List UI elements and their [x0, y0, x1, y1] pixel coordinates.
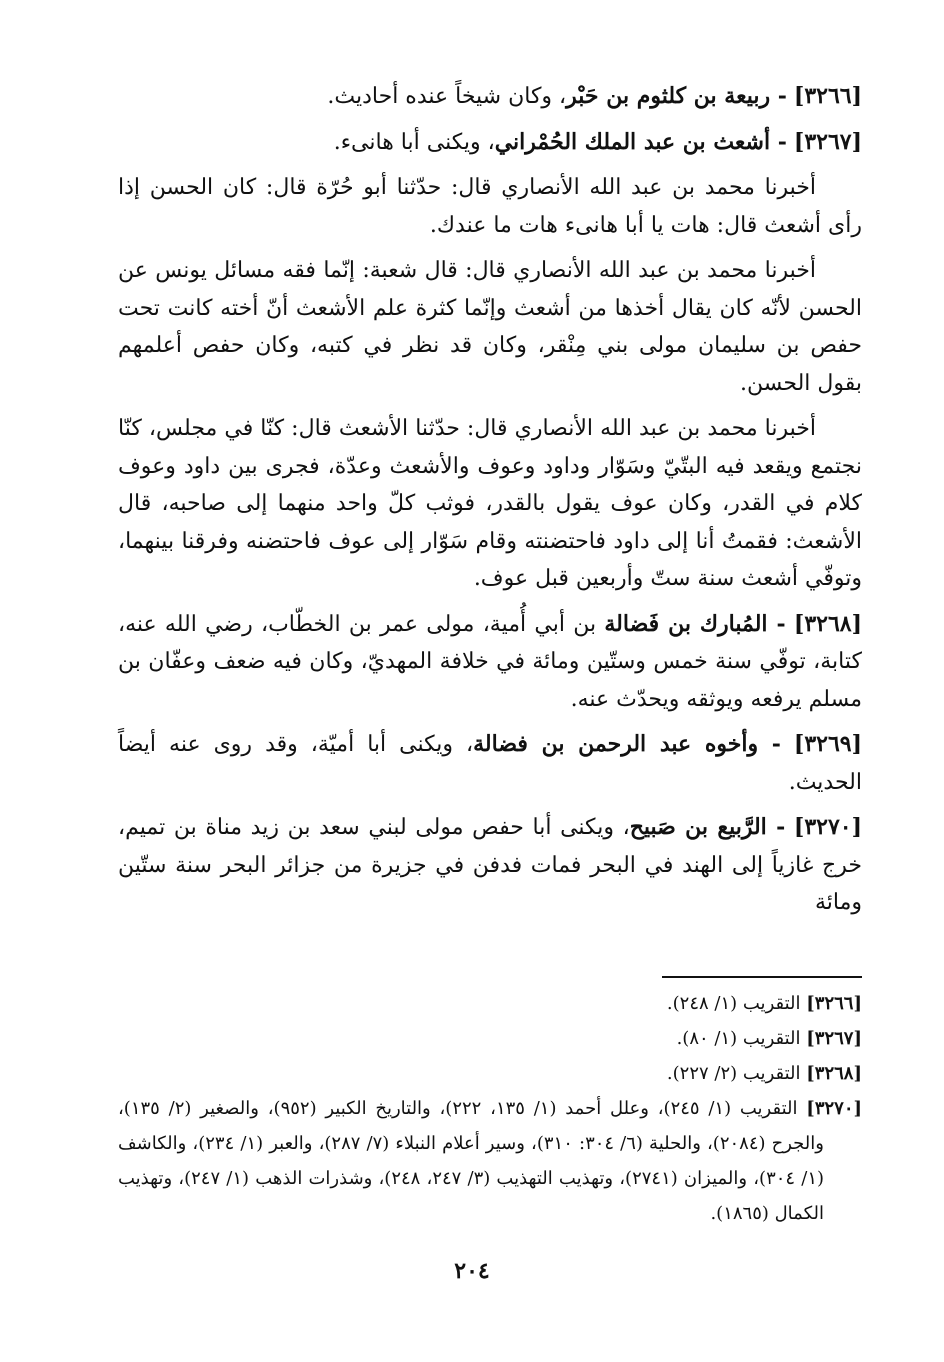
entry-name: - وأخوه عبد الرحمن بن فضالة [473, 731, 781, 757]
footnote-ref: [٣٢٦٨] [806, 1063, 862, 1084]
footnote-ref: [٣٢٦٦] [806, 993, 862, 1014]
biography-entry-3266 [118, 78, 862, 116]
entry-number: [٣٢٦٧] [793, 128, 862, 155]
biography-entry-3269 [118, 726, 862, 801]
footnote [118, 1056, 862, 1091]
entry-name: - أشعث بن عبد الملك الحُمْراني [494, 128, 787, 155]
entry-number: [٣٢٦٩] [793, 731, 862, 757]
entry-text: ، ويكنى أبا أميّة، وقد روى عنه أيضاً الحديث. [118, 732, 862, 795]
entry-number: [٣٢٦٨] [793, 610, 863, 637]
page-number: ٢٠٤ [454, 1258, 490, 1284]
entry-text: ، وكان شيخاً عنده أحاديث. [327, 84, 567, 109]
main-text [118, 78, 862, 930]
entry-text: بن أبي أُمية، مولى عمر بن الخطّاب، رضي الله عنه، كتابة، توفّي سنة خمس وستّين ومائة في خلافة المهديّ، وكان فيه ضعف وعفّان بن مسلم يرفعه ويوثقه ويحدّث عنه. [118, 611, 862, 712]
footnote-ref: [٣٢٧٠] [806, 1098, 863, 1119]
footnote-text: التقريب (١/ ٢٤٨). [666, 993, 801, 1014]
footnote-ref: [٣٢٦٧] [806, 1028, 862, 1049]
narration-paragraph: أخبرنا محمد بن عبد الله الأنصاري قال: قال شعبة: إنّما فقه مسائل يونس عن الحسن لأنّه كان يقال أخذها من أشعث وإنّما كثرة علم الأشعث أنّ أخته كانت تحت حفص بن سليمان مولى بني مِنْقر، وكان قد نظر في كتبه، وكان حفص أعلمهم بقول الحسن. [118, 258, 862, 396]
footnotes [118, 986, 862, 1231]
footnote [118, 986, 862, 1021]
entry-number: [٣٢٧٠] [793, 814, 862, 840]
entry-name-text: وأخوه عبد الرحمن بن فضالة [473, 731, 759, 757]
entry-name: - ربيعة بن كلثوم بن حَبْر [566, 83, 787, 109]
entry-name-text: الرَّبيع بن صَبيح [629, 814, 767, 840]
footnote [118, 1091, 862, 1231]
entry-name-text: المُبارك بن فَضالة [604, 610, 768, 637]
entry-name: - الرَّبيع بن صَبيح [629, 814, 786, 840]
narration-paragraph: أخبرنا محمد بن عبد الله الأنصاري قال: حدّثنا أبو حُرّة قال: كان الحسن إذا رأى أشعث قال: هات يا أبا هانىء هات ما عندك. [118, 175, 862, 238]
entry-text: ، ويكنى أبا هانىء. [333, 129, 495, 155]
footnote-divider [662, 976, 862, 978]
biography-entry-3270 [118, 809, 862, 922]
entry-name: - المُبارك بن فَضالة [604, 610, 786, 637]
biography-entry-3268 [118, 606, 862, 719]
entry-number: [٣٢٦٦] [793, 83, 862, 109]
entry-text: ، ويكنى أبا حفص مولى لبني سعد بن زيد مناة بن تميم، خرج غازياً إلى الهند في البحر فمات فدفن في جزيرة من جزائر البحر سنة ستّين ومائة [118, 815, 862, 915]
entry-name-text: أشعث بن عبد الملك الحُمْراني [494, 128, 771, 155]
footnote-text: التقريب (١/ ٨٠). [676, 1028, 801, 1049]
footnote-text: التقريب (١/ ٢٤٥)، وعلل أحمد (١/ ١٣٥، ٢٢٢)، والتاريخ الكبير (٩٥٢)، والصغير (٢/ ١٣٥)، والجرح (٢٠٨٤)، والحلية (٦/ ٣٠٤: ٣١٠)، وسير أعلام النبلاء (٧/ ٢٨٧)، والعبر (١/ ٢٣٤)، والكاشف (١/ ٣٠٤)، والميزان (٢٧٤١)، وتهذيب التهذيب (٣/ ٢٤٧، ٢٤٨)، وشذرات الذهب (١/ ٢٤٧)، وتهذيب الكمال (١٨٦٥). [118, 1098, 825, 1224]
narration-paragraph: أخبرنا محمد بن عبد الله الأنصاري قال: حدّثنا الأشعث قال: كنّا في مجلس، كنّا نجتمع ويقعد فيه البتّيّ وسَوّار وداود وعوف والأشعث وعدّة، فجرى بين داود وعوف كلام في القدر، وكان عوف يقول بالقدر، فوثب كلّ واحد منهما إلى صاحبه، قال الأشعث: فقمتُ أنا إلى داود فاحتضنته وقام سَوّار إلى عوف فاحتضنه وفرقنا بينهما، وتوفّي أشعث سنة ستّ وأربعين قبل عوف. [118, 416, 862, 591]
footnote [118, 1021, 862, 1056]
entry-name-text: ربيعة بن كلثوم بن حَبْر [566, 83, 771, 109]
footnote-text: التقريب (٢/ ٢٢٧). [666, 1063, 801, 1084]
biography-entry-3267 [118, 124, 862, 162]
